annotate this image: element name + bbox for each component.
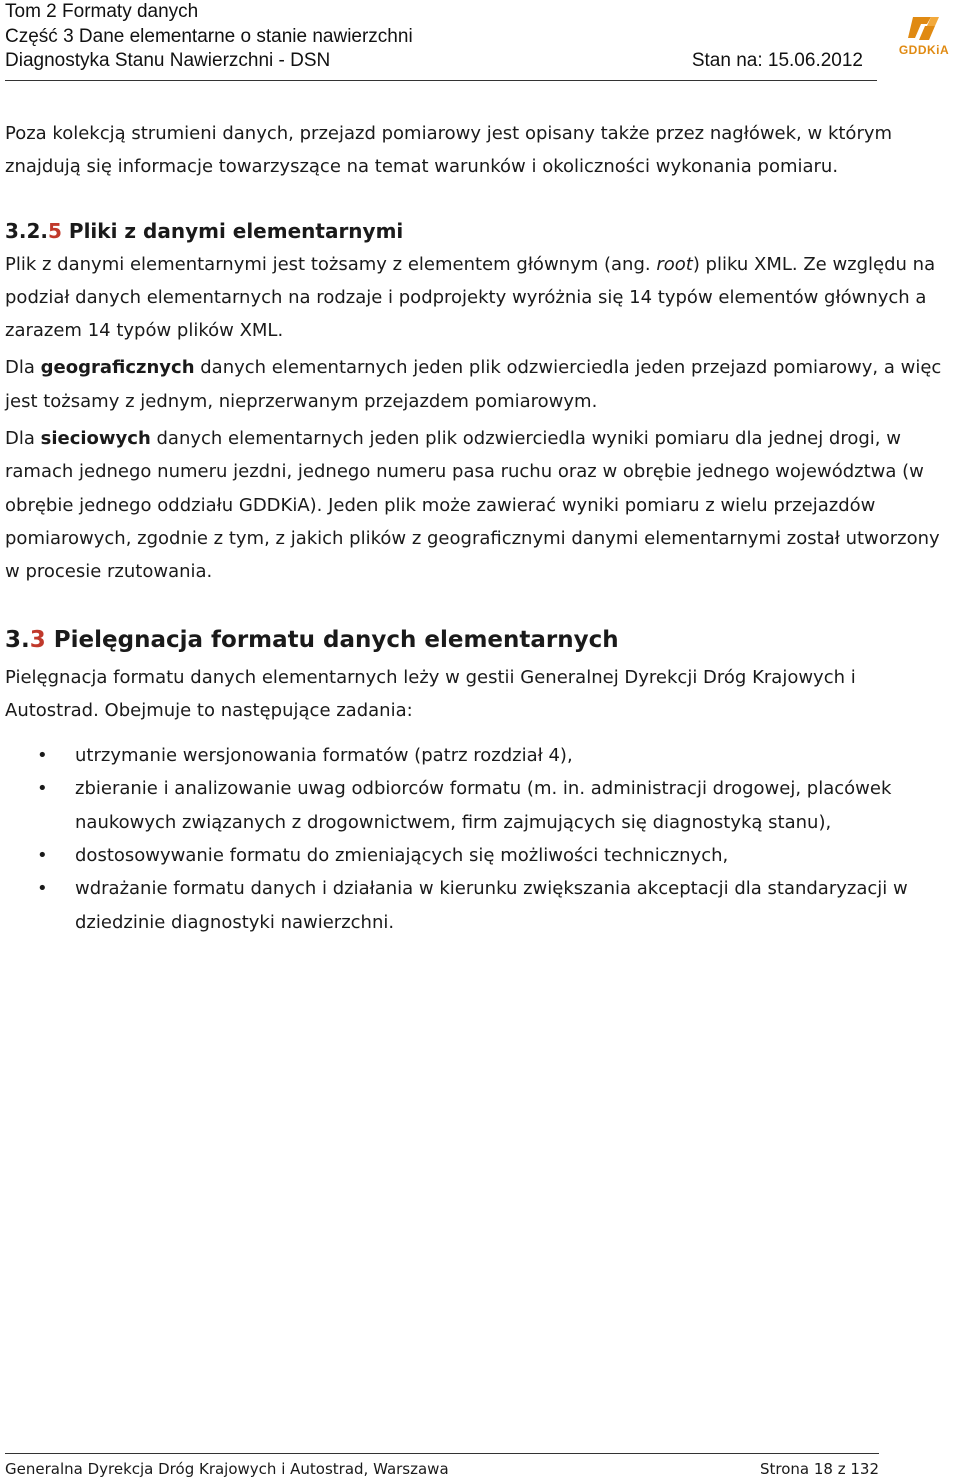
list-item (5, 839, 955, 872)
header-divider (5, 80, 877, 81)
bullet-icon: • (37, 778, 48, 800)
paragraph-maintenance: Pielęgnacja formatu danych elementarnych leży w gestii Generalnej Dyrekcji Dróg Krajowych i Autostrad. Obejmuje to następujące zadania: (5, 666, 856, 721)
bullet-icon: • (37, 845, 48, 867)
text-run: Dla (5, 428, 41, 450)
section-heading-3-2-5 (5, 214, 955, 248)
intro-paragraph: Poza kolekcją strumieni danych, przejazd pomiarowy jest opisany także przez nagłówek, w którym znajdują się informacje towarzyszące na temat warunków i okoliczności wykonania pomiaru. (5, 123, 893, 178)
section-heading-3-3 (5, 623, 955, 657)
list-item-text: wdrażanie formatu danych i działania w kierunku zwiększania akceptacji dla standaryzacji w dziedzinie diagnostyki nawierzchni. (75, 878, 908, 933)
text-run: danych elementarnych jeden plik odzwierciedla jeden przejazd pomiarowy, a więc jest tożsamy z jednym, nieprzerwanym przejazdem pomiarowym. (5, 357, 942, 412)
section-number-suffix: 5 (48, 218, 62, 243)
section-title: Pielęgnacja formatu danych elementarnych (53, 626, 619, 653)
header-date: Stan na: 15.06.2012 (691, 50, 863, 71)
list-item-text: dostosowywanie formatu do zmieniających się możliwości technicznych, (75, 845, 729, 867)
term-root: root (656, 253, 693, 275)
text-run: Plik z danymi elementarnymi jest tożsamy z elementem głównym (ang. (5, 253, 657, 275)
section-number-prefix: 3. (5, 626, 30, 653)
paragraph-root-element (5, 248, 955, 348)
bullet-icon: • (37, 878, 48, 900)
list-item (5, 739, 955, 772)
page-header (5, 0, 877, 74)
gddkia-logo (891, 14, 957, 58)
section-title: Pliki z danymi elementarnymi (68, 218, 404, 243)
paragraph-geographic (5, 351, 955, 418)
header-part: Część 3 Dane elementarne o stanie nawierzchni (5, 25, 413, 47)
list-item (5, 772, 955, 839)
document-body (5, 117, 955, 939)
section-number-suffix: 3 (29, 626, 46, 653)
list-item-text: utrzymanie wersjonowania formatów (patrz rozdział 4), (75, 745, 573, 767)
text-run: ) pliku XML. Ze względu na podział danych elementarnych na rodzaje i podprojekty wyróżnia się 14 typów elementów głównych a zarazem 14 typów plików XML. (5, 253, 936, 342)
section-number-prefix: 3.2. (5, 218, 49, 243)
text-run: Dla (5, 357, 41, 379)
term-network: sieciowych (40, 428, 151, 450)
header-system: Diagnostyka Stanu Nawierzchni - DSN (5, 50, 331, 71)
task-list (5, 739, 955, 939)
list-item (5, 872, 955, 939)
term-geographic: geograficznych (40, 357, 195, 379)
list-item-text: zbieranie i analizowanie uwag odbiorców formatu (m. in. administracji drogowej, placówek naukowych związanych z drogownictwem, firm zajmujących się diagnostyką stanu), (75, 778, 892, 833)
header-volume: Tom 2 Formaty danych (5, 1, 199, 22)
bullet-icon: • (37, 745, 48, 767)
page-number: Strona 18 z 132 (759, 1460, 879, 1478)
text-run: danych elementarnych jeden plik odzwierciedla wyniki pomiaru dla jednej drogi, w ramach jednego numeru jezdni, jednego numeru pasa ruchu oraz w obrębie jednego województwa (w obrębie jednego oddziału GDDKiA). Jeden plik może zawierać wyniki pomiaru z wielu przejazdów pomiarowych, zgodnie z tym, z jakich plików z geograficznymi danymi elementarnymi został utworzony w procesie rzutowania. (5, 428, 940, 583)
logo-text: GDDKiA (898, 43, 950, 57)
page-footer (5, 1453, 879, 1484)
paragraph-network (5, 422, 955, 588)
gddkia-logo-icon (891, 14, 957, 44)
footer-organization: Generalna Dyrekcja Dróg Krajowych i Autostrad, Warszawa (5, 1460, 449, 1478)
